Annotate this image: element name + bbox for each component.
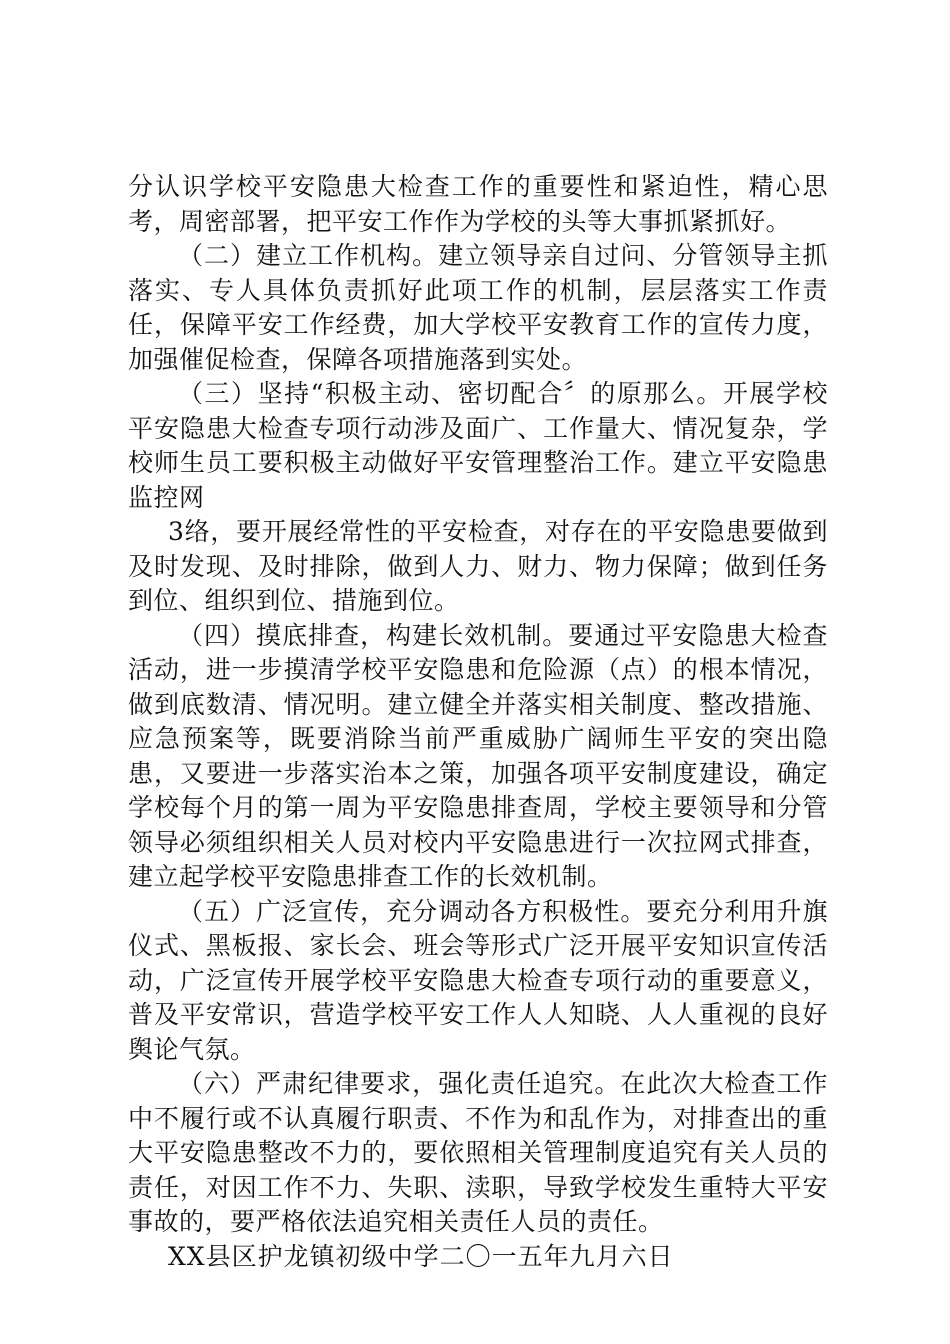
paragraph-section-three: （三）坚持“积极主动、密切配合〞的原那么。开展学校平安隐患大检查专项行动涉及面广、工作量大、情况复杂，学校师生员工要积极主动做好平安管理整治工作。建立平安隐患监控网 bbox=[128, 379, 828, 512]
paragraph-section-three-continued: 3络，要开展经常性的平安检查，对存在的平安隐患要做到及时发现、及时排除，做到人力、财力、物力保障；做到任务到位、组织到位、措施到位。 bbox=[128, 517, 828, 615]
paragraph-section-five: （五）广泛宣传，充分调动各方积极性。要充分利用升旗仪式、黑板报、家长会、班会等形式广泛开展平安知识宣传活动，广泛宣传开展学校平安隐患大检查专项行动的重要意义，普及平安常识，营造学校平安工作人人知晓、人人重视的良好舆论气氛。 bbox=[128, 896, 828, 1064]
paragraph-continuation: 分认识学校平安隐患大检查工作的重要性和紧迫性，精心思考，周密部署，把平安工作作为学校的头等大事抓紧抓好。 bbox=[128, 172, 828, 236]
paragraph-section-two: （二）建立工作机构。建立领导亲自过问、分管领导主抓落实、专人具体负责抓好此项工作的机制，层层落实工作责任，保障平安工作经费，加大学校平安教育工作的宣传力度，加强催促检查，保障各项措施落到实处。 bbox=[128, 241, 828, 374]
document-body bbox=[128, 170, 828, 1274]
paragraph-section-four: （四）摸底排查，构建长效机制。要通过平安隐患大检查活动，进一步摸清学校平安隐患和危险源（点）的根本情况，做到底数清、情况明。建立健全并落实相关制度、整改措施、应急预案等，既要消除当前严重威胁广阔师生平安的突出隐患，又要进一步落实治本之策，加强各项平安制度建设，确定学校每个月的第一周为平安隐患排查周，学校主要领导和分管领导必须组织相关人员对校内平安隐患进行一次拉网式排查，建立起学校平安隐患排查工作的长效机制。 bbox=[128, 620, 828, 891]
paragraph-section-six: （六）严肃纪律要求，强化责任追究。在此次大检查工作中不履行或不认真履行职责、不作为和乱作为，对排查出的重大平安隐患整改不力的，要依照相关管理制度追究有关人员的责任，对因工作不力、失职、渎职，导致学校发生重特大平安事故的，要严格依法追究相关责任人员的责任。 bbox=[128, 1069, 828, 1236]
signature-line: XX县区护龙镇初级中学二〇一五年九月六日 bbox=[168, 1241, 674, 1271]
